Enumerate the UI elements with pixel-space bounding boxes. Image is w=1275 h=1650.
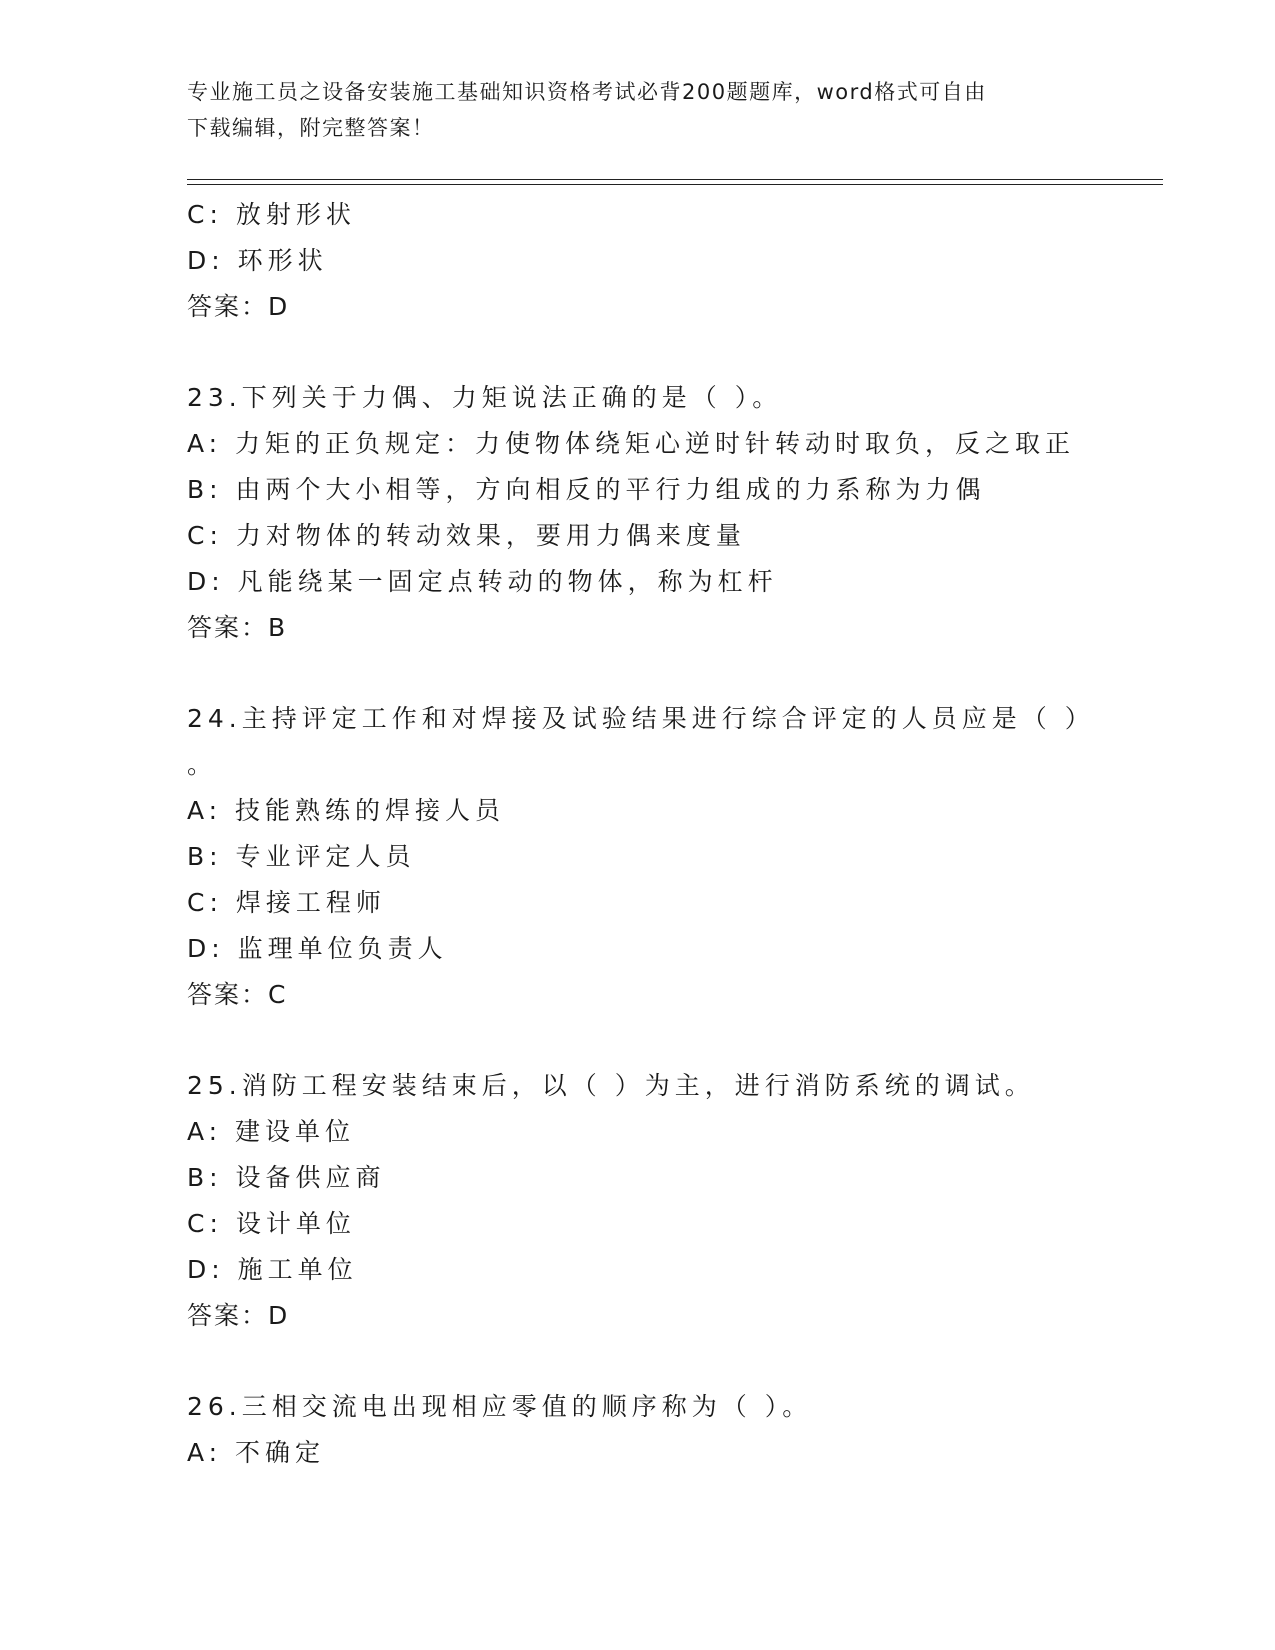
question-26 [187, 1384, 1147, 1476]
answer-line: 答案：D [187, 292, 290, 321]
question-text: 24.主持评定工作和对焊接及试验结果进行综合评定的人员应是（ ） [187, 704, 1095, 733]
option-c: C: 设计单位 [187, 1209, 356, 1238]
question-24 [187, 696, 1147, 1018]
option-a: A: 建设单位 [187, 1117, 356, 1146]
option-d: D: 施工单位 [187, 1255, 358, 1284]
option-a: A: 技能熟练的焊接人员 [187, 796, 506, 825]
question-list [187, 192, 1147, 1476]
question-23 [187, 375, 1147, 651]
answer-line: 答案：D [187, 1301, 290, 1330]
option-b: B: 专业评定人员 [187, 842, 416, 871]
option-d: D: 监理单位负责人 [187, 934, 448, 963]
question-22-fragment [187, 192, 1147, 330]
question-text: 25.消防工程安装结束后，以（ ）为主，进行消防系统的调试。 [187, 1071, 1035, 1100]
option-a: A: 力矩的正负规定：力使物体绕矩心逆时针转动时取负，反之取正 [187, 429, 1076, 458]
question-text: 23.下列关于力偶、力矩说法正确的是（ ）。 [187, 383, 783, 412]
header-title-line-1: 专业施工员之设备安装施工基础知识资格考试必背200题题库，word格式可自由 [187, 80, 987, 104]
question-25 [187, 1063, 1147, 1339]
question-text-continued: 。 [187, 750, 218, 779]
option-d: D: 凡能绕某一固定点转动的物体，称为杠杆 [187, 567, 778, 596]
spacer [187, 1018, 1147, 1063]
header-divider-bottom [187, 184, 1163, 185]
option-d: D: 环形状 [187, 246, 328, 275]
spacer [187, 651, 1147, 696]
option-c: C: 焊接工程师 [187, 888, 386, 917]
option-b: B: 设备供应商 [187, 1163, 386, 1192]
option-c: C: 放射形状 [187, 200, 356, 229]
answer-line: 答案：C [187, 980, 288, 1009]
option-b: B: 由两个大小相等，方向相反的平行力组成的力系称为力偶 [187, 475, 986, 504]
option-c: C: 力对物体的转动效果，要用力偶来度量 [187, 521, 746, 550]
header-divider-top [187, 179, 1163, 180]
header-title-line-2: 下载编辑，附完整答案！ [187, 116, 435, 140]
question-text: 26.三相交流电出现相应零值的顺序称为（ ）。 [187, 1392, 813, 1421]
answer-line: 答案：B [187, 613, 288, 642]
spacer [187, 1339, 1147, 1384]
spacer [187, 330, 1147, 375]
option-a: A: 不确定 [187, 1438, 326, 1467]
document-header [187, 74, 1087, 146]
